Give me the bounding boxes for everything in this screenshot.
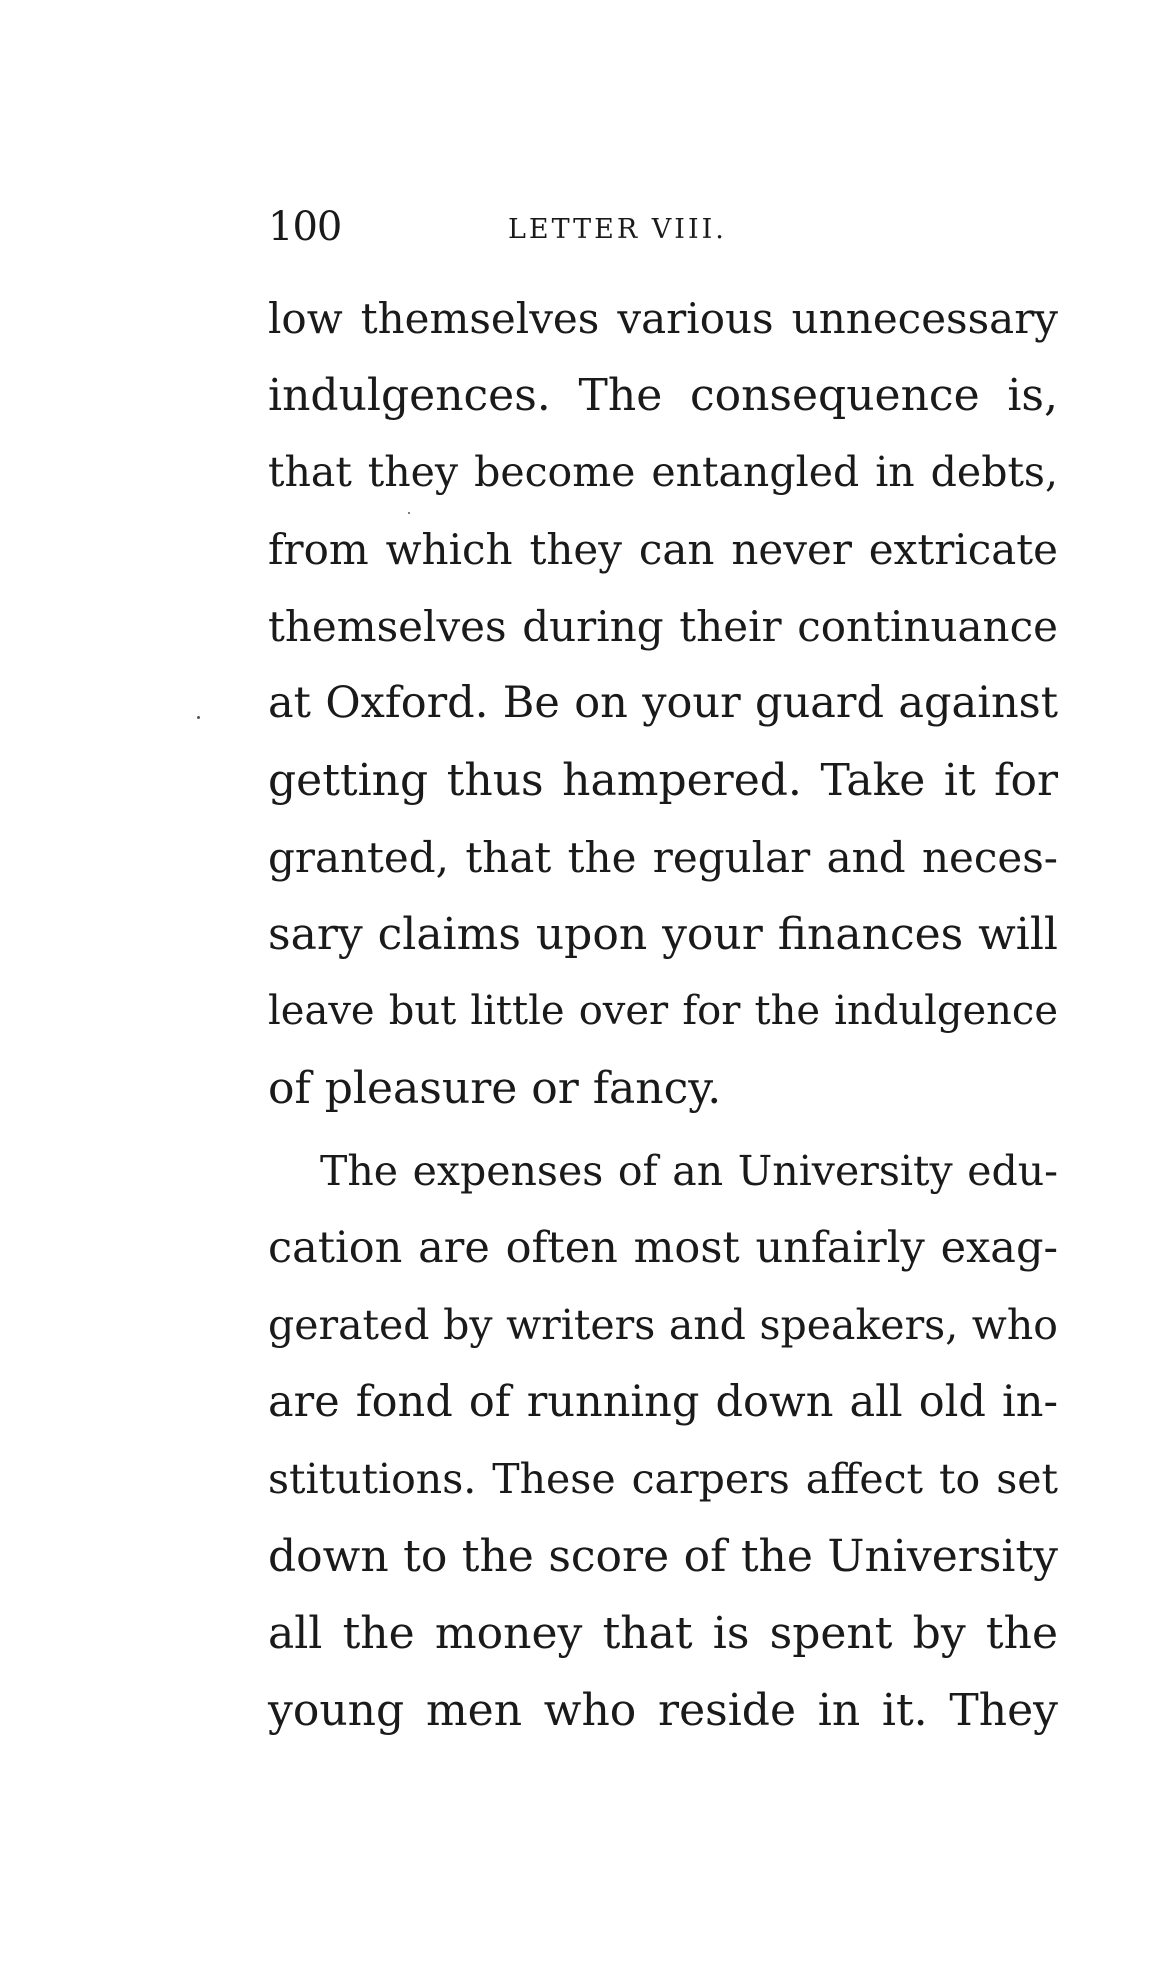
text-line: low themselves various unnecessary: [268, 294, 1058, 343]
paragraph: [268, 280, 1058, 1127]
text-line: young men who reside in it. They: [268, 1685, 1058, 1736]
text-line: themselves during their continuance: [268, 602, 1058, 651]
text-line: stitutions. These carpers affect to set: [268, 1455, 1058, 1503]
text-line: down to the score of the University: [268, 1531, 1058, 1582]
text-line: that they become entangled in debts,: [268, 448, 1058, 496]
print-speck: [408, 512, 410, 514]
text-line: from which they can never extricate: [268, 525, 1058, 574]
text-line: all the money that is spent by the: [268, 1608, 1058, 1659]
text-line: gerated by writers and speakers, who: [268, 1301, 1058, 1349]
text-line: at Oxford. Be on your guard against: [268, 678, 1058, 728]
text-line: The expenses of an University edu-: [320, 1147, 1058, 1195]
text-line: getting thus hampered. Take it for: [268, 755, 1058, 806]
page-number: 100: [268, 204, 342, 250]
text-line: cation are often most unfairly exag-: [268, 1223, 1058, 1273]
body-text: [268, 280, 1058, 1749]
text-line: sary claims upon your finances will: [268, 909, 1058, 960]
paragraph: [268, 1133, 1058, 1749]
text-line: granted, that the regular and neces-: [268, 833, 1058, 882]
page-header: [268, 202, 1068, 262]
text-line: leave but little over for the indulgence: [268, 988, 1058, 1034]
text-line: of pleasure or fancy.: [268, 1063, 722, 1114]
text-line: are fond of running down all old in-: [268, 1377, 1058, 1427]
print-speck: [197, 716, 200, 719]
text-line: indulgences. The consequence is,: [268, 370, 1058, 421]
running-head: LETTER VIII.: [508, 214, 727, 245]
